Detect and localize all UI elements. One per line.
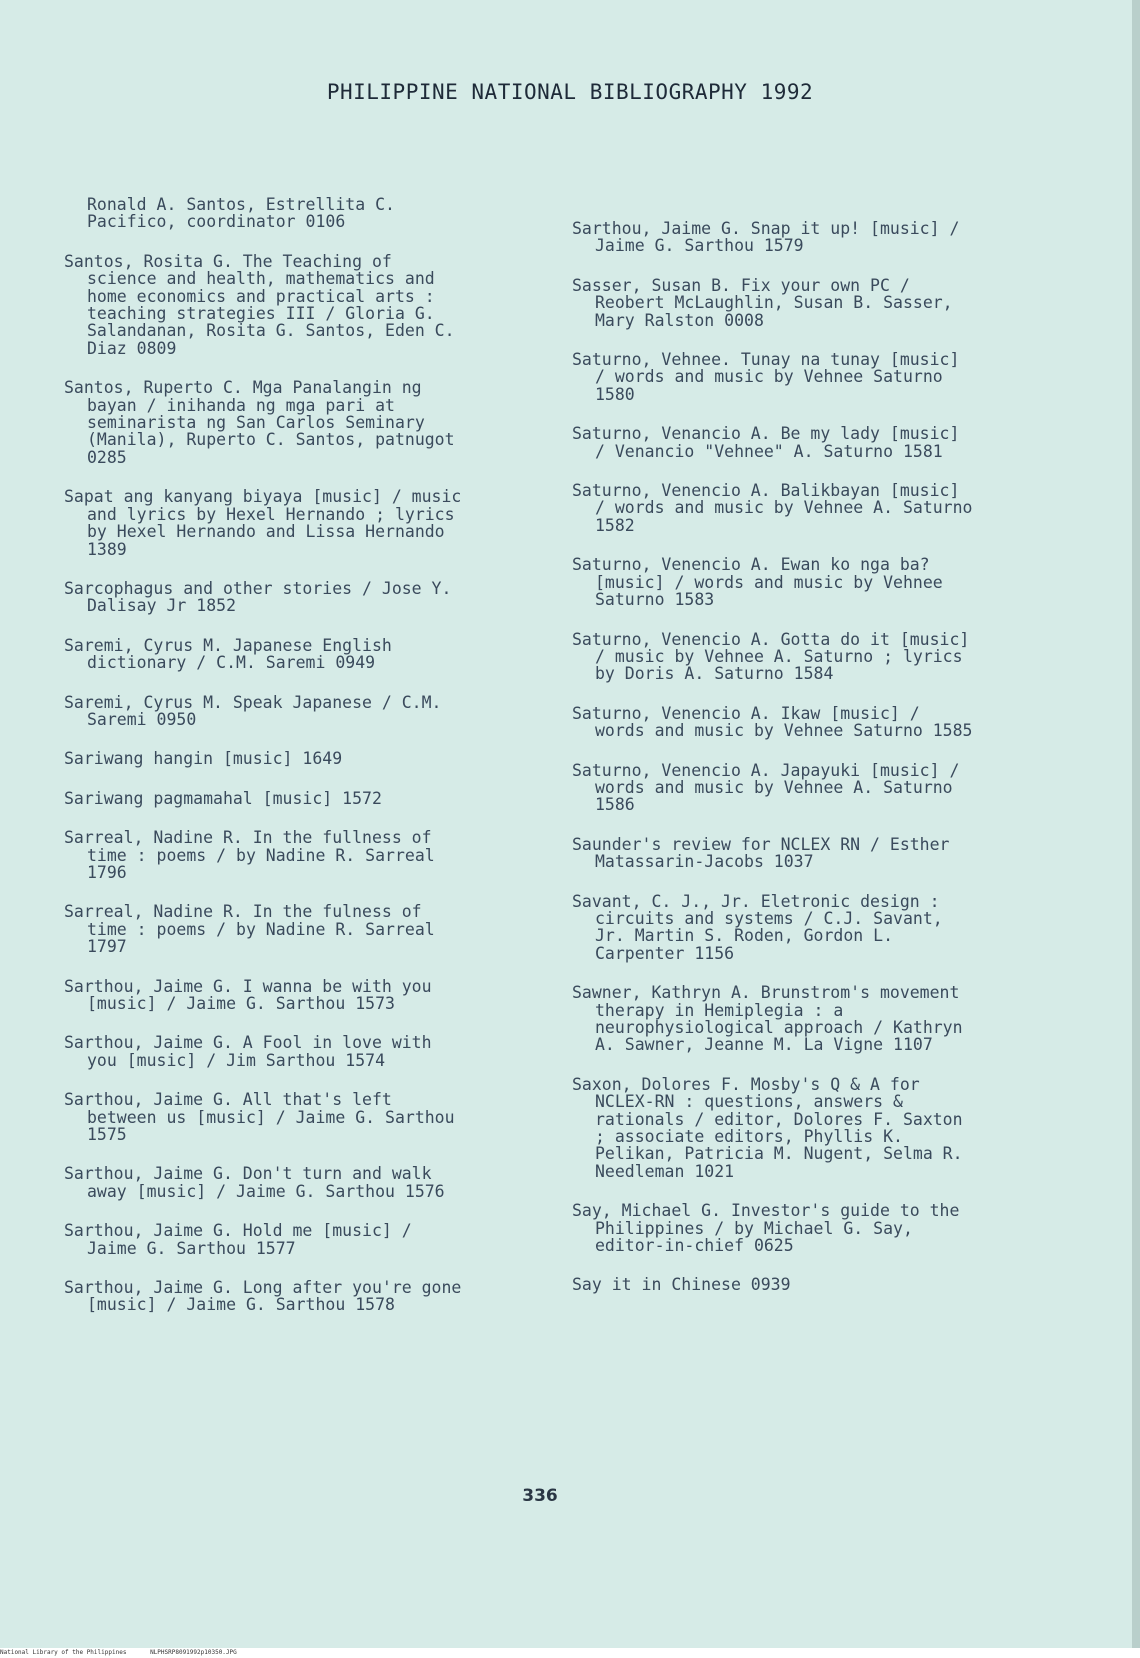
entry-line: Reobert McLaughlin, Susan B. Sasser, — [595, 293, 953, 313]
entry-line: teaching strategies III / Gloria G. — [87, 304, 435, 324]
entry-line: Jaime G. Sarthou 1579 — [595, 236, 804, 256]
bibliography-entry — [572, 836, 1042, 871]
bibliography-entry — [64, 1279, 564, 1314]
entry-line: time : poems / by Nadine R. Sarreal — [87, 845, 435, 865]
bibliography-entry — [572, 277, 1042, 329]
entry-line: you [music] / Jim Sarthou 1574 — [87, 1050, 386, 1070]
right-column — [572, 220, 1042, 1316]
entry-line: 1582 — [595, 515, 635, 535]
entry-line: Dalisay Jr 1852 — [87, 596, 237, 616]
entry-line: Sarthou, Jaime G. I wanna be with you — [64, 976, 432, 996]
entry-line: / music by Vehnee A. Saturno ; lyrics — [595, 646, 963, 666]
entry-line: 1797 — [87, 937, 127, 957]
page-title: PHILIPPINE NATIONAL BIBLIOGRAPHY 1992 — [326, 80, 814, 104]
bibliography-entry — [572, 1276, 1042, 1293]
entry-line: time : poems / by Nadine R. Sarreal — [87, 919, 435, 939]
entry-line: Saturno, Venancio A. Be my lady [music] — [572, 424, 960, 444]
entry-line: Saturno, Vehnee. Tunay na tunay [music] — [572, 350, 960, 370]
entry-line: Jaime G. Sarthou 1577 — [87, 1238, 296, 1258]
footer-source: National Library of the Philippines — [0, 1649, 127, 1656]
entry-line: Say, Michael G. Investor's guide to the — [572, 1201, 960, 1221]
entry-line: editor-in-chief 0625 — [595, 1236, 794, 1256]
entry-line: [music] / Jaime G. Sarthou 1578 — [87, 1295, 395, 1315]
entry-line: between us [music] / Jaime G. Sarthou — [87, 1107, 455, 1127]
entry-line: Sarthou, Jaime G. Snap it up! [music] / — [572, 219, 960, 238]
entry-line: Savant, C. J., Jr. Eletronic design : — [572, 891, 940, 911]
bibliography-entry — [64, 1091, 564, 1143]
bibliography-entry — [64, 1034, 564, 1069]
entry-line: therapy in Hemiplegia : a — [595, 1000, 844, 1020]
entry-line: Saxon, Dolores F. Mosby's Q & A for — [572, 1074, 920, 1094]
entry-line: Sarthou, Jaime G. Long after you're gone — [64, 1278, 462, 1298]
entry-line: Saremi, Cyrus M. Speak Japanese / C.M. — [64, 692, 442, 712]
entry-line: 1389 — [87, 539, 127, 559]
entry-line: Santos, Ruperto C. Mga Panalangin ng — [64, 378, 422, 398]
entry-line: Saturno 1583 — [595, 590, 715, 610]
bibliography-entry — [64, 829, 564, 881]
entry-line: Pelikan, Patricia M. Nugent, Selma R. — [595, 1144, 963, 1164]
bibliography-entry — [64, 379, 564, 466]
entry-line: words and music by Vehnee A. Saturno — [595, 777, 953, 797]
entry-line: circuits and systems / C.J. Savant, — [595, 908, 943, 928]
entry-line: Sarthou, Jaime G. A Fool in love with — [64, 1033, 432, 1053]
entry-line: Jr. Martin S. Roden, Gordon L. — [595, 926, 894, 946]
entry-line: Saturno, Venencio A. Balikbayan [music] — [572, 481, 960, 501]
bibliography-entry — [64, 1165, 564, 1200]
entry-line: bayan / inihanda ng mga pari at — [87, 395, 395, 415]
entry-line: 1580 — [595, 384, 635, 404]
entry-line: Saunder's review for NCLEX RN / Esther — [572, 834, 950, 854]
bibliography-entry — [64, 580, 564, 615]
bibliography-entry — [64, 488, 564, 558]
bibliography-entry — [572, 220, 1042, 255]
entry-line: and lyrics by Hexel Hernando ; lyrics — [87, 504, 455, 524]
bibliography-entry — [64, 978, 564, 1013]
entry-line: Pacifico, coordinator 0106 — [87, 212, 346, 232]
entry-line: Saremi, Cyrus M. Japanese English — [64, 635, 392, 655]
bibliography-entry — [64, 196, 564, 231]
entry-line: Philippines / by Michael G. Say, — [595, 1218, 913, 1238]
bibliography-entry — [572, 705, 1042, 740]
entry-line: Diaz 0809 — [87, 338, 177, 358]
entry-line: 1796 — [87, 862, 127, 882]
entry-line: Say it in Chinese 0939 — [572, 1275, 791, 1295]
entry-line: seminarista ng San Carlos Seminary — [87, 413, 425, 433]
bibliography-entry — [572, 984, 1042, 1054]
entry-line: Sapat ang kanyang biyaya [music] / music — [64, 487, 462, 507]
entry-line: away [music] / Jaime G. Sarthou 1576 — [87, 1181, 445, 1201]
entry-line: Sarreal, Nadine R. In the fulness of — [64, 902, 422, 922]
entry-line: by Doris A. Saturno 1584 — [595, 664, 834, 684]
bibliography-entry — [572, 631, 1042, 683]
bibliography-entry — [64, 253, 564, 357]
entry-line: [music] / Jaime G. Sarthou 1573 — [87, 994, 395, 1013]
entry-line: [music] / words and music by Vehnee — [595, 572, 943, 592]
bibliography-entry — [64, 790, 564, 807]
bibliography-entry — [572, 1202, 1042, 1254]
bibliography-entry — [64, 1222, 564, 1257]
entry-line: Mary Ralston 0008 — [595, 310, 764, 330]
footer-file: NLPHSRP8091992p10350.JPG — [150, 1649, 237, 1656]
entry-line: 0285 — [87, 447, 127, 467]
entry-line: A. Sawner, Jeanne M. La Vigne 1107 — [595, 1035, 933, 1055]
entry-line: ; associate editors, Phyllis K. — [595, 1127, 903, 1147]
left-column — [64, 196, 564, 1336]
entry-line: Sarthou, Jaime G. All that's left — [64, 1090, 392, 1110]
entry-line: science and health, mathematics and — [87, 269, 435, 289]
page-edge — [1132, 0, 1140, 1658]
bibliography-entry — [572, 482, 1042, 534]
entry-line: 1586 — [595, 795, 635, 815]
bibliography-entry — [572, 1076, 1042, 1180]
bibliography-entry — [572, 762, 1042, 814]
bibliography-entry — [64, 637, 564, 672]
entry-line: words and music by Vehnee Saturno 1585 — [595, 721, 973, 741]
entry-line: / words and music by Vehnee Saturno — [595, 367, 943, 387]
entry-line: neurophysiological approach / Kathryn — [595, 1018, 963, 1037]
entry-line: Sarreal, Nadine R. In the fullness of — [64, 828, 432, 848]
entry-line: Saturno, Venencio A. Japayuki [music] / — [572, 760, 960, 780]
entry-line: Sariwang pagmamahal [music] 1572 — [64, 788, 382, 808]
page-number: 336 — [522, 1486, 558, 1506]
entry-line: Needleman 1021 — [595, 1161, 735, 1181]
entry-line: Sasser, Susan B. Fix your own PC / — [572, 275, 910, 295]
entry-line: 1575 — [87, 1125, 127, 1145]
entry-line: Ronald A. Santos, Estrellita C. — [87, 195, 395, 214]
entry-line: Sarthou, Jaime G. Don't turn and walk — [64, 1164, 432, 1184]
entry-line: rationals / editor, Dolores F. Saxton — [595, 1109, 963, 1129]
entry-line: Sawner, Kathryn A. Brunstrom's movement — [572, 983, 960, 1003]
entry-line: home economics and practical arts : — [87, 286, 435, 306]
scan-footer — [0, 1648, 1140, 1658]
entry-line: Sarcophagus and other stories / Jose Y. — [64, 578, 452, 598]
entry-line: Salandanan, Rosita G. Santos, Eden C. — [87, 321, 455, 341]
entry-line: Saturno, Venencio A. Ikaw [music] / — [572, 703, 920, 723]
bibliography-entry — [64, 694, 564, 729]
bibliography-entry — [572, 556, 1042, 608]
entry-line: by Hexel Hernando and Lissa Hernando — [87, 522, 445, 542]
entry-line: Saturno, Venencio A. Ewan ko nga ba? — [572, 555, 930, 575]
entry-line: Sariwang hangin [music] 1649 — [64, 749, 343, 769]
bibliography-entry — [64, 903, 564, 955]
bibliography-entry — [572, 893, 1042, 963]
entry-line: dictionary / C.M. Saremi 0949 — [87, 653, 376, 673]
entry-line: Saremi 0950 — [87, 709, 197, 729]
bibliography-entry — [572, 351, 1042, 403]
entry-line: Sarthou, Jaime G. Hold me [music] / — [64, 1221, 412, 1241]
bibliography-entry — [572, 425, 1042, 460]
entry-line: Carpenter 1156 — [595, 943, 735, 963]
entry-line: Matassarin-Jacobs 1037 — [595, 852, 814, 872]
entry-line: / words and music by Vehnee A. Saturno — [595, 498, 973, 518]
entry-line: NCLEX-RN : questions, answers & — [595, 1092, 903, 1112]
entry-line: Saturno, Venencio A. Gotta do it [music] — [572, 629, 970, 649]
entry-line: / Venancio "Vehnee" A. Saturno 1581 — [595, 441, 943, 461]
entry-line: Santos, Rosita G. The Teaching of — [64, 251, 392, 271]
entry-line: (Manila), Ruperto C. Santos, patnugot — [87, 430, 455, 450]
bibliography-entry — [64, 750, 564, 767]
